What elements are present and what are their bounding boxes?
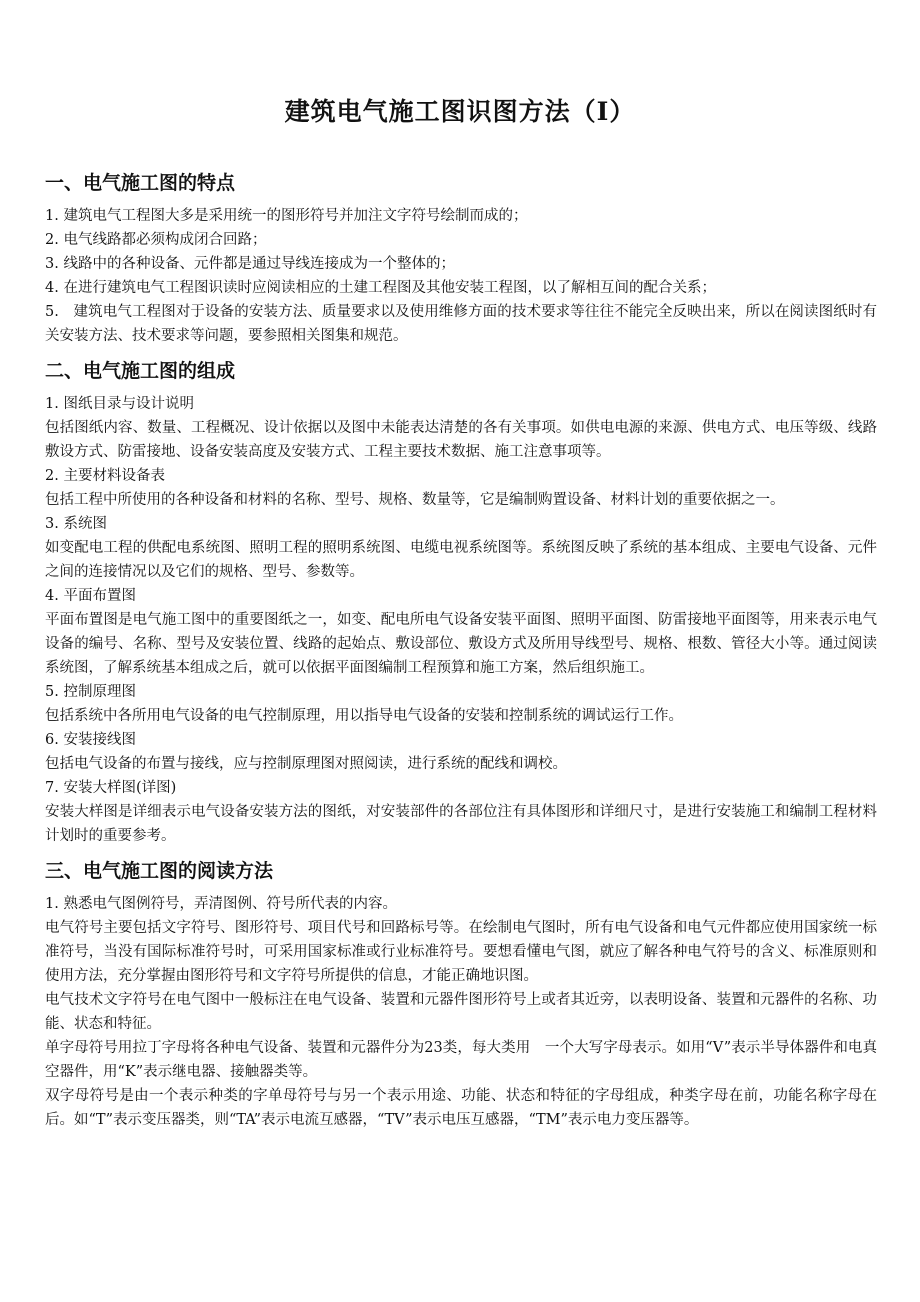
paragraph: 1. 熟悉电气图例符号，弄清图例、符号所代表的内容。	[45, 896, 397, 912]
section-heading: 二、电气施工图的组成	[45, 360, 236, 382]
section-heading: 一、电气施工图的特点	[45, 172, 236, 194]
paragraph: 安装大样图是详细表示电气设备安装方法的图纸，对安装部件的各部位注有具体图形和详细尺寸，是进行安装施工和编制工程材料计划时的重要参考。	[45, 804, 877, 844]
paragraph: 7. 安装大样图(详图)	[45, 780, 177, 796]
paragraph: 电气技术文字符号在电气图中一般标注在电气设备、装置和元器件图形符号上或者其近旁，以表明设备、装置和元器件的名称、功能、状态和特征。	[45, 992, 877, 1032]
section-reading-method	[45, 854, 877, 1132]
paragraph: 2. 电气线路都必须构成闭合回路；	[45, 232, 267, 248]
paragraph: 5. 控制原理图	[45, 684, 136, 700]
paragraph: 6. 安装接线图	[45, 732, 136, 748]
section-composition	[45, 354, 877, 848]
paragraph: 4. 在进行建筑电气工程图识读时应阅读相应的土建工程图及其他安装工程图，以了解相互间的配合关系；	[45, 280, 716, 296]
paragraph: 3. 系统图	[45, 516, 107, 532]
document-body	[45, 166, 877, 1138]
paragraph: 单字母符号用拉丁字母将各种电气设备、装置和元器件分为23类，每大类用 一个大写字母表示。如用“V”表示半导体器件和电真空器件，用“K”表示继电器、接触器类等。	[45, 1040, 877, 1080]
paragraph: 包括图纸内容、数量、工程概况、设计依据以及图中未能表达清楚的各有关事项。如供电电源的来源、供电方式、电压等级、线路敷设方式、防雷接地、设备安装高度及安装方式、工程主要技术数据、施工注意事项等。	[45, 420, 877, 460]
page-title: 建筑电气施工图识图方法（I）	[284, 97, 636, 126]
paragraph: 2. 主要材料设备表	[45, 468, 165, 484]
section-features	[45, 166, 877, 348]
section-heading: 三、电气施工图的阅读方法	[45, 860, 274, 882]
paragraph: 平面布置图是电气施工图中的重要图纸之一，如变、配电所电气设备安装平面图、照明平面图、防雷接地平面图等，用来表示电气设备的编号、名称、型号及安装位置、线路的起始点、敷设部位、敷设方式及所用导线型号、规格、根数、管径大小等。通过阅读系统图，了解系统基本组成之后，就可以依据平面图编制工程预算和施工方案，然后组织施工。	[45, 612, 877, 676]
paragraph: 1. 建筑电气工程图大多是采用统一的图形符号并加注文字符号绘制而成的；	[45, 208, 528, 224]
paragraph: 如变配电工程的供配电系统图、照明工程的照明系统图、电缆电视系统图等。系统图反映了系统的基本组成、主要电气设备、元件之间的连接情况以及它们的规格、型号、参数等。	[45, 540, 877, 580]
paragraph: 双字母符号是由一个表示种类的字单母符号与另一个表示用途、功能、状态和特征的字母组成，种类字母在前，功能名称字母在后。如“T”表示变压器类，则“TA”表示电流互感器，“TV”表示电压互感器，“TM”表示电力变压器等。	[45, 1088, 877, 1128]
paragraph: 1. 图纸目录与设计说明	[45, 396, 194, 412]
paragraph: 3. 线路中的各种设备、元件都是通过导线连接成为一个整体的；	[45, 256, 455, 272]
paragraph: 包括系统中各所用电气设备的电气控制原理，用以指导电气设备的安装和控制系统的调试运行工作。	[45, 708, 683, 724]
paragraph: 电气符号主要包括文字符号、图形符号、项目代号和回路标号等。在绘制电气图时，所有电气设备和电气元件都应使用国家统一标准符号，当没有国际标准符号时，可采用国家标准或行业标准符号。要想看懂电气图，就应了解各种电气符号的含义、标准原则和使用方法，充分掌握由图形符号和文字符号所提供的信息，才能正确地识图。	[45, 920, 877, 984]
paragraph: 5. 建筑电气工程图对于设备的安装方法、质量要求以及使用维修方面的技术要求等往往不能完全反映出来，所以在阅读图纸时有关安装方法、技术要求等问题，要参照相关图集和规范。	[45, 304, 877, 344]
paragraph: 包括电气设备的布置与接线，应与控制原理图对照阅读，进行系统的配线和调校。	[45, 756, 567, 772]
paragraph: 4. 平面布置图	[45, 588, 136, 604]
paragraph: 包括工程中所使用的各种设备和材料的名称、型号、规格、数量等，它是编制购置设备、材料计划的重要依据之一。	[45, 492, 785, 508]
